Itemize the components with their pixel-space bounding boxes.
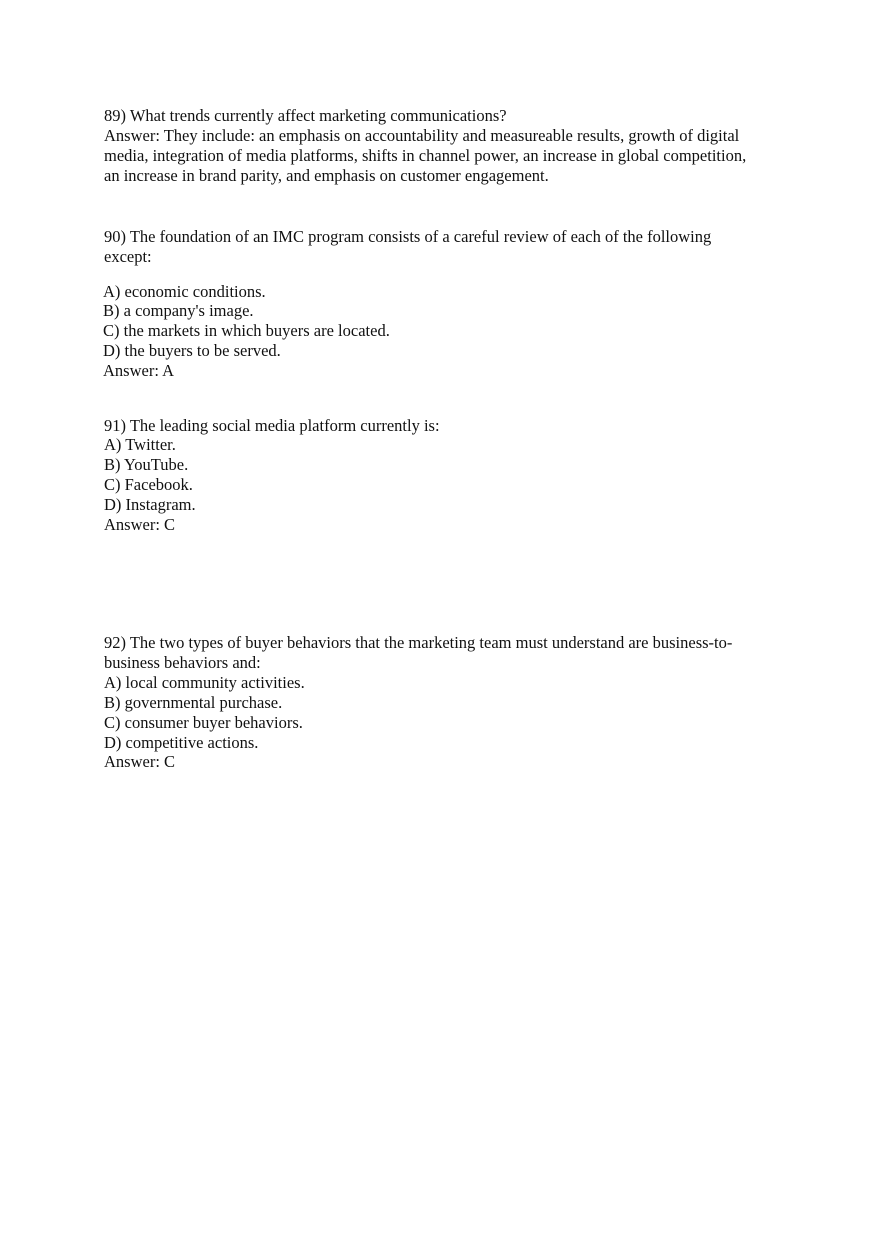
answer-text: media, integration of media platforms, shifts in channel power, an increase in global competition, (104, 146, 747, 165)
answer-text: an increase in brand parity, and emphasis on customer engagement. (104, 166, 549, 185)
question-text: 92) The two types of buyer behaviors that the marketing team must understand are business-to- (104, 633, 733, 652)
option-b: B) a company's image. (103, 301, 254, 320)
option-c: C) Facebook. (104, 475, 193, 494)
option-a: A) economic conditions. (103, 282, 266, 301)
option-a: A) Twitter. (104, 435, 176, 454)
option-d: D) Instagram. (104, 495, 196, 514)
answer-text: Answer: A (103, 361, 175, 380)
option-c: C) the markets in which buyers are located. (103, 321, 390, 340)
option-b: B) YouTube. (104, 455, 189, 474)
question-text: except: (104, 247, 152, 266)
option-d: D) competitive actions. (104, 733, 259, 752)
option-b: B) governmental purchase. (104, 693, 283, 712)
option-a: A) local community activities. (104, 673, 305, 692)
question-text: 91) The leading social media platform currently is: (104, 416, 440, 435)
answer-text: Answer: C (104, 752, 176, 771)
answer-text: Answer: They include: an emphasis on accountability and measureable results, growth of digital (104, 126, 740, 145)
question-text: business behaviors and: (104, 653, 261, 672)
option-d: D) the buyers to be served. (103, 341, 281, 360)
option-c: C) consumer buyer behaviors. (104, 713, 303, 732)
question-text: 90) The foundation of an IMC program consists of a careful review of each of the following (104, 227, 712, 246)
answer-text: Answer: C (104, 515, 176, 534)
question-text: 89) What trends currently affect marketing communications? (104, 106, 507, 125)
